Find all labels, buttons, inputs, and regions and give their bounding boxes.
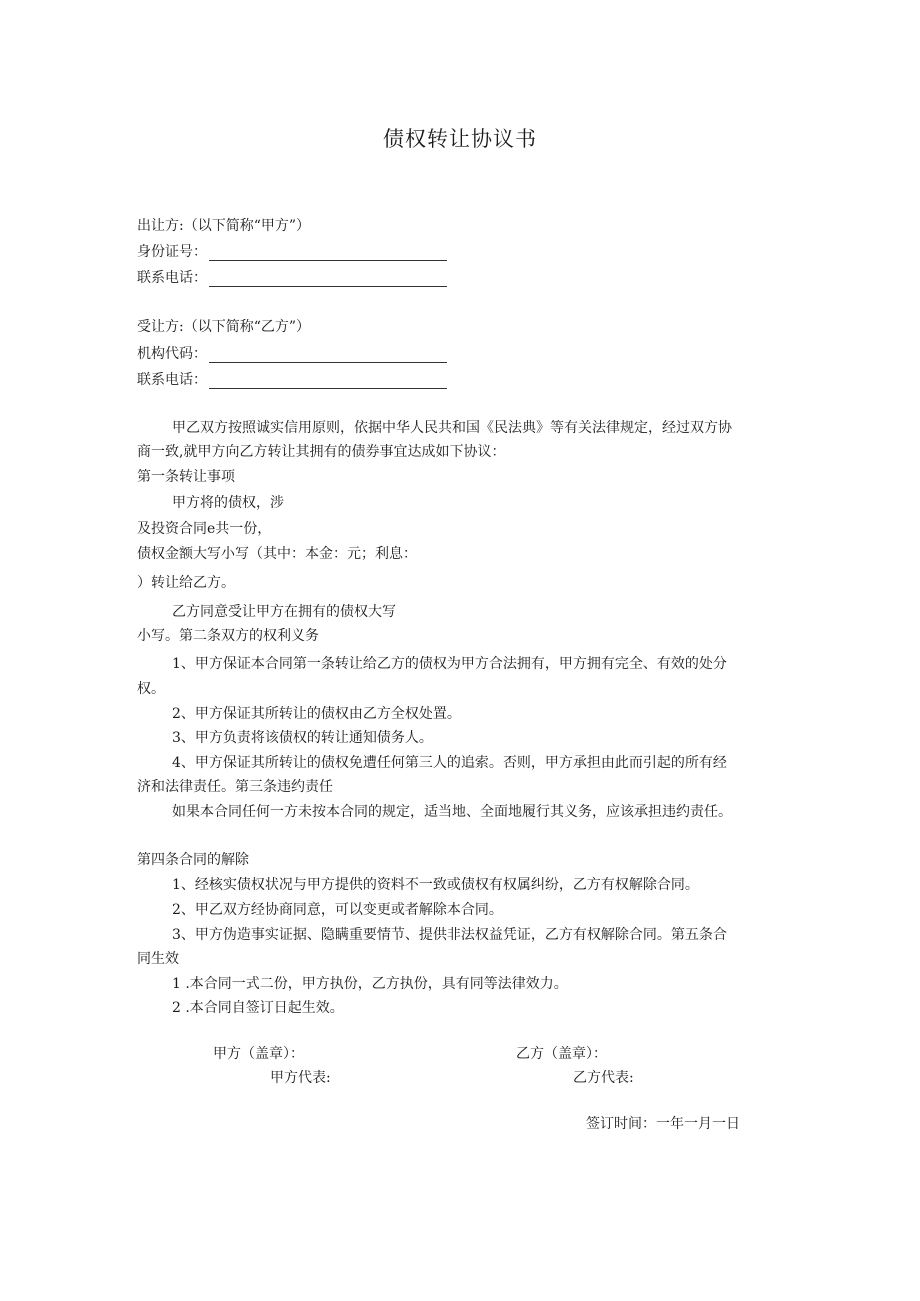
- id-number-label: 身份证号：: [137, 244, 207, 260]
- paragraph-line: 1、经核实债权状况与甲方提供的资料不一致或债权有权属纠纷，乙方有权解除合同。: [172, 877, 699, 893]
- transferee-label: 受让方:（以下简称“乙方”）: [137, 319, 311, 335]
- paragraph-line: 2、甲乙双方经协商同意，可以变更或者解除本合同。: [172, 902, 503, 918]
- paragraph-line: 甲方将的债权，涉: [172, 495, 284, 511]
- paragraph-line: 2 .本合同自签订日起生效。: [172, 1000, 344, 1016]
- phone-blank: [209, 272, 447, 287]
- transferor-label: 出让方:（以下简称“甲方”）: [137, 218, 311, 234]
- transferor-id-row: [137, 243, 447, 261]
- paragraph-line: 小写。第二条双方的权利义务: [137, 628, 319, 644]
- id-number-blank: [209, 246, 447, 261]
- paragraph-line: 同生效: [137, 951, 179, 967]
- paragraph-line: 及投资合同e共一份，: [137, 521, 272, 537]
- signing-date: 签订时间：一年一月一日: [586, 1116, 740, 1132]
- paragraph-line: 3、甲方负责将该债权的转让通知债务人。: [172, 730, 433, 746]
- article-heading: 第一条转让事项: [137, 469, 235, 485]
- party-a-representative: 甲方代表:: [270, 1070, 331, 1086]
- paragraph-line: 1 .本合同一式二份，甲方执份，乙方执份，具有同等法律效力。: [172, 976, 568, 992]
- paragraph-line: 3、甲方伪造事实证据、隐瞒重要情节、提供非法权益凭证，乙方有权解除合同。第五条合: [172, 927, 727, 943]
- org-code-blank: [209, 348, 447, 363]
- paragraph-line: 4、甲方保证其所转让的债权免遭任何第三人的追索。否则，甲方承担由此而引起的所有经: [172, 755, 727, 771]
- phone-label: 联系电话：: [137, 270, 207, 286]
- phone-label: 联系电话：: [137, 372, 207, 388]
- party-a-seal: 甲方（盖章）：: [213, 1046, 304, 1062]
- paragraph-line: 1、甲方保证本合同第一条转让给乙方的债权为甲方合法拥有，甲方拥有完全、有效的处分: [172, 656, 727, 672]
- transferee-phone-row: [137, 371, 447, 389]
- paragraph-line: 济和法律责任。第三条违约责任: [137, 779, 333, 795]
- party-b-representative: 乙方代表:: [573, 1070, 634, 1086]
- org-code-label: 机构代码：: [137, 346, 207, 362]
- party-b-seal: 乙方（盖章）：: [516, 1046, 607, 1062]
- paragraph-line: 商一致,就甲方向乙方转让其拥有的债券事宜达成如下协议：: [137, 444, 506, 460]
- article-heading: 第四条合同的解除: [137, 852, 249, 868]
- phone-blank: [209, 374, 447, 389]
- transferor-phone-row: [137, 269, 447, 287]
- paragraph-line: 债权金额大写小写（其中：本金：元；利息：: [137, 546, 417, 562]
- paragraph-line: 2、甲方保证其所转让的债权由乙方全权处置。: [172, 706, 461, 722]
- transferee-org-row: [137, 345, 447, 363]
- document-title: 债权转让协议书: [383, 127, 537, 151]
- paragraph-line: 如果本合同任何一方未按本合同的规定，适当地、全面地履行其义务，应该承担违约责任。: [172, 804, 732, 820]
- paragraph-line: 权。: [137, 681, 165, 697]
- paragraph-line: ）转让给乙方。: [137, 575, 235, 591]
- paragraph-line: 甲乙双方按照诚实信用原则，依据中华人民共和国《民法典》等有关法律规定，经过双方协: [172, 420, 732, 436]
- paragraph-line: 乙方同意受让甲方在拥有的债权大写: [172, 604, 396, 620]
